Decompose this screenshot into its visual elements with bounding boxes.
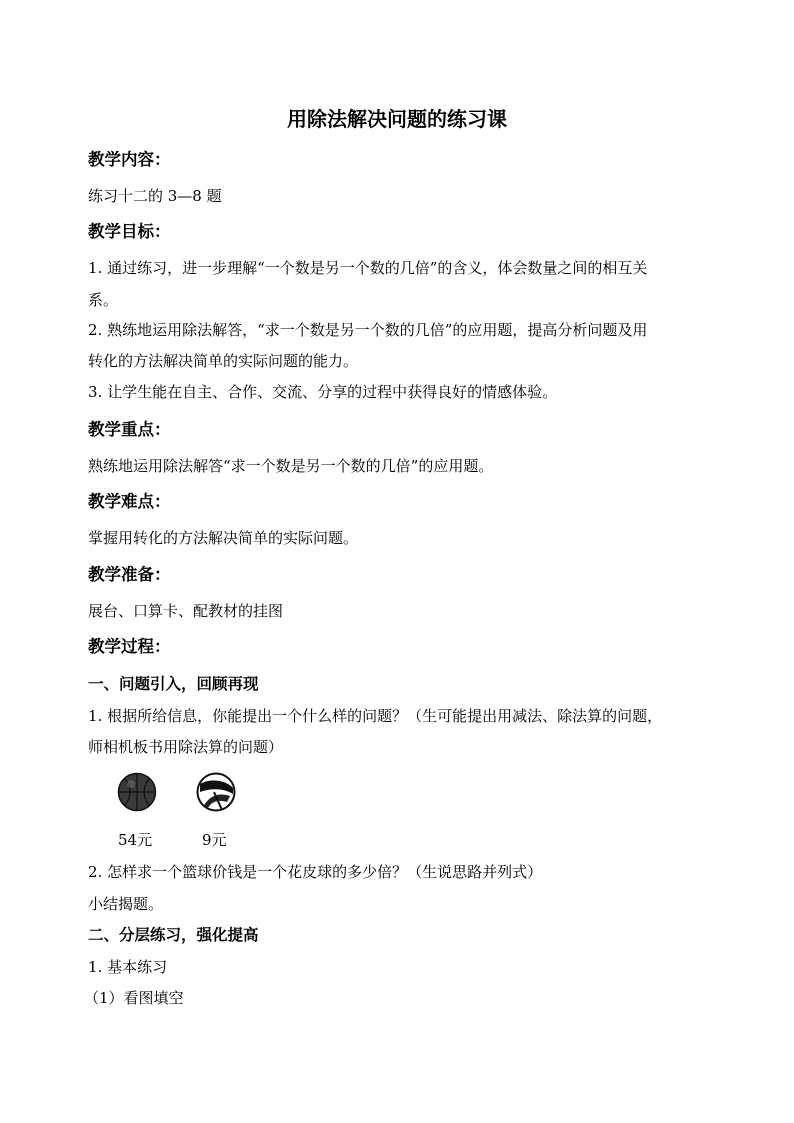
basketball-icon xyxy=(117,772,157,812)
patterned-ball-price: 9元 xyxy=(202,831,227,849)
key-points-text: 熟练地运用除法解答“求一个数是另一个数的几倍”的应用题。 xyxy=(88,457,494,475)
part-1-question-1-line-2: 师相机板书用除法算的问题） xyxy=(88,738,284,756)
part-1-question-2: 2. 怎样求一个篮球价钱是一个花皮球的多少倍？（生说思路并列式） xyxy=(88,863,543,881)
goal-3: 3. 让学生能在自主、合作、交流、分享的过程中获得良好的情感体验。 xyxy=(88,383,558,401)
part-2-item-1: 1. 基本练习 xyxy=(88,958,168,976)
heading-difficulties: 教学难点： xyxy=(88,492,171,511)
goal-1-line-2: 系。 xyxy=(88,291,119,309)
part-1-question-1-line-1: 1. 根据所给信息，你能提出一个什么样的问题？（生可能提出用减法、除法算的问题， xyxy=(88,707,663,725)
heading-process: 教学过程： xyxy=(88,637,171,656)
teaching-content-text: 练习十二的 3—8 题 xyxy=(88,187,222,205)
difficulties-text: 掌握用转化的方法解决简单的实际问题。 xyxy=(88,529,359,547)
part-2-heading: 二、分层练习，强化提高 xyxy=(88,925,259,944)
goal-2-line-1: 2. 熟练地运用除法解答，“求一个数是另一个数的几倍”的应用题，提高分析问题及用 xyxy=(88,321,648,339)
heading-teaching-goals: 教学目标： xyxy=(88,222,171,241)
part-2-item-1-1: （1）看图填空 xyxy=(84,989,184,1007)
part-1-heading: 一、问题引入，回顾再现 xyxy=(88,674,259,693)
patterned-ball-icon xyxy=(196,772,236,812)
goal-1-line-1: 1. 通过练习，进一步理解“一个数是另一个数的几倍”的含义，体会数量之间的相互关 xyxy=(88,259,648,277)
goal-2-line-2: 转化的方法解决简单的实际问题的能力。 xyxy=(88,352,359,370)
heading-key-points: 教学重点： xyxy=(88,420,171,439)
heading-teaching-content: 教学内容： xyxy=(88,150,171,169)
preparation-text: 展台、口算卡、配教材的挂图 xyxy=(88,602,284,620)
basketball-price: 54元 xyxy=(118,831,153,849)
part-1-summary: 小结揭题。 xyxy=(88,895,164,913)
page-title: 用除法解决问题的练习课 xyxy=(287,107,507,131)
heading-preparation: 教学准备： xyxy=(88,565,171,584)
